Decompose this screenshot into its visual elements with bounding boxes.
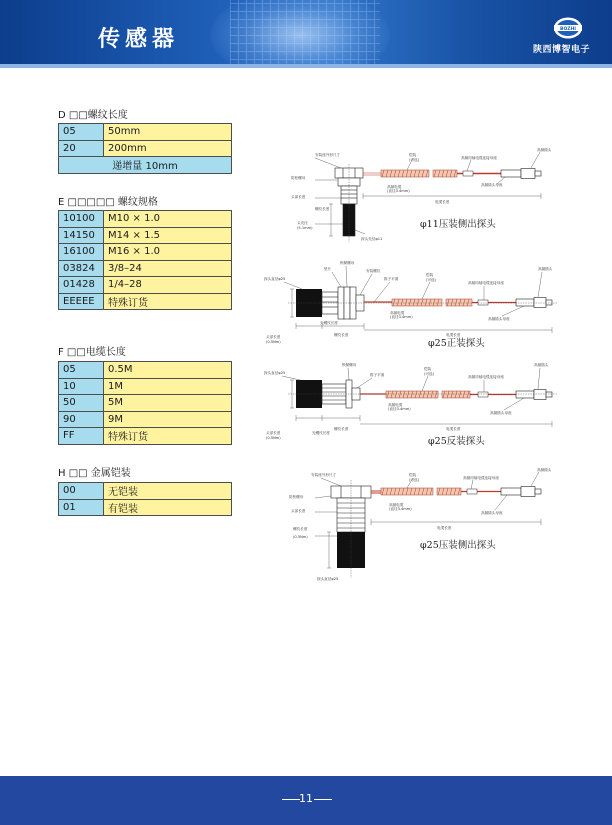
- value-cell: 有铠装: [104, 499, 232, 516]
- value-cell: 50mm: [104, 124, 232, 141]
- label-armor: 铠装: [426, 273, 434, 277]
- probe-diagram-phi11-side: [285, 146, 560, 248]
- caption-phi11-side: φ11压装侧出探头: [420, 219, 496, 230]
- label-flat: 推子平面: [370, 373, 385, 377]
- page-header: [0, 0, 612, 68]
- label-cable-length: 电缆长度: [446, 427, 461, 431]
- label-thread-length: 螺纹长度: [334, 427, 349, 431]
- value-cell: 特殊订货: [104, 428, 232, 445]
- label-cable-length: 电缆长度: [435, 200, 450, 204]
- label-cable-length: 电缆长度: [446, 333, 461, 337]
- thread-length-table: [58, 123, 232, 174]
- label-hf-plug: 高频插头: [534, 363, 549, 367]
- label-cable-diameter: (直径3.4mm): [390, 315, 413, 319]
- section-title-metal-armor: H □□ 金属铠装: [58, 468, 131, 479]
- caption-phi25-reverse: φ25反装探头: [428, 436, 485, 447]
- code-cell: 10: [59, 378, 104, 395]
- label-cable-diameter: (直径3.4mm): [388, 407, 411, 411]
- value-cell: 无铠装: [104, 483, 232, 500]
- table-row: [59, 293, 232, 310]
- label-mount-size: 安装座外形尺寸: [311, 473, 337, 477]
- label-hf-cable: 高频电缆: [390, 311, 405, 315]
- label-hf-plug: 高频插头: [537, 148, 552, 152]
- code-cell: 10100: [59, 211, 104, 228]
- label-probe-diameter: 探头直径φ25: [264, 277, 286, 281]
- table-row: [59, 395, 232, 412]
- probe-diagram-phi25-side: [285, 466, 560, 584]
- table-row: [59, 428, 232, 445]
- code-cell: 20: [59, 140, 104, 157]
- label-cable-diameter: (直径3.4mm): [387, 189, 410, 193]
- logo-text: BOZHI: [560, 27, 576, 32]
- code-cell: 05: [59, 124, 104, 141]
- value-cell: 5M: [104, 395, 232, 412]
- code-cell: 50: [59, 395, 104, 412]
- label-washer: 垫片: [324, 267, 332, 271]
- page-footer: [0, 776, 612, 825]
- label-probe-diameter: 探头直径φ25: [264, 371, 286, 375]
- code-cell: 01428: [59, 277, 104, 294]
- label-hf-cable: 高频电缆: [389, 503, 404, 507]
- value-cell: M10 × 1.0: [104, 211, 232, 228]
- table-row: [59, 483, 232, 500]
- label-torque: (0.5Nm): [266, 436, 281, 440]
- label-torque: (0.5Nm): [266, 340, 281, 344]
- value-cell: 特殊订货: [104, 293, 232, 310]
- code-cell: 14150: [59, 227, 104, 244]
- thread-spec-table: [58, 210, 232, 310]
- table-row: [59, 362, 232, 379]
- cable-length-table: [58, 361, 232, 445]
- company-logo-icon: [553, 16, 583, 40]
- label-head-length: 头部长度: [291, 195, 306, 199]
- code-cell: EEEEE: [59, 293, 104, 310]
- code-cell: 16100: [59, 244, 104, 261]
- section-title-cable-length: F □□电缆长度: [58, 347, 126, 358]
- label-plug-socket: 高频插头母座: [490, 411, 512, 415]
- table-row: [59, 411, 232, 428]
- label-head-length: 头部长度: [266, 335, 281, 339]
- code-cell: 05: [59, 362, 104, 379]
- code-cell: 03824: [59, 260, 104, 277]
- table-row: [59, 211, 232, 228]
- probe-diagram-phi25-front: [262, 256, 560, 352]
- table-row: [59, 260, 232, 277]
- value-cell: 0.5M: [104, 362, 232, 379]
- label-plain-thread: 光螺纹长度: [312, 431, 330, 435]
- label-shell-diameter: 探头壳径φ11: [361, 237, 383, 241]
- label-head-length: 头部长度: [266, 431, 281, 435]
- label-shell-size: (5.1mm): [297, 226, 313, 230]
- label-hf-cable: 高频电缆: [387, 185, 402, 189]
- code-cell: 00: [59, 483, 104, 500]
- label-lock-nut: 防松螺母: [291, 176, 306, 180]
- label-mount-thread: 安装螺纹: [366, 269, 381, 273]
- code-cell: 01: [59, 499, 104, 516]
- label-lock-nut: 锁紧螺母: [340, 261, 355, 265]
- label-probe-diameter: 探头直径φ25: [317, 577, 339, 581]
- page-number: 11: [299, 792, 313, 805]
- table-row: [59, 124, 232, 141]
- label-thread-length: 螺纹长度: [334, 333, 349, 337]
- label-thread-length: 螺纹长度: [315, 207, 330, 211]
- value-cell: 3/8–24: [104, 260, 232, 277]
- label-lock-nut: 防松螺母: [289, 495, 304, 499]
- table-row: [59, 157, 232, 174]
- label-head-length: 头部长度: [291, 509, 306, 513]
- table-row: [59, 244, 232, 261]
- label-armor: 铠装: [409, 473, 417, 477]
- label-optional: (可选): [426, 278, 436, 282]
- label-coax-socket: 高频同轴电缆连接母座: [468, 375, 504, 379]
- page-title: 传感器: [98, 27, 180, 52]
- label-coax-socket: 高频同轴电缆连接母座: [463, 476, 499, 480]
- code-cell: 90: [59, 411, 104, 428]
- label-flat: 推子平面: [384, 277, 399, 281]
- metal-armor-table: [58, 482, 232, 516]
- probe-diagram-phi25-reverse: [262, 358, 560, 450]
- label-plug-socket: 高频插头母座: [481, 183, 503, 187]
- label-optional: (可选): [409, 158, 419, 162]
- label-cable-diameter: (直径3.4mm): [389, 507, 412, 511]
- label-plain-thread: 光螺纹长度: [320, 321, 338, 325]
- label-lock-nut: 锁紧螺母: [342, 363, 357, 367]
- label-coax-socket: 高频同轴电缆连接母座: [461, 156, 497, 160]
- label-plug-socket: 高频插头母座: [481, 511, 503, 515]
- table-row: [59, 140, 232, 157]
- label-plug-socket: 高频插头母座: [488, 317, 510, 321]
- label-hf-plug: 高频插头: [537, 468, 552, 472]
- value-cell: 1/4–28: [104, 277, 232, 294]
- caption-phi25-side: φ25压装侧出探头: [420, 540, 496, 551]
- section-title-thread-length: D □□螺纹长度: [58, 110, 128, 121]
- section-title-thread-spec: E □□□□□ 螺纹规格: [58, 197, 158, 208]
- increment-note: 递增量 10mm: [59, 157, 232, 174]
- value-cell: 200mm: [104, 140, 232, 157]
- header-grid-pattern: [230, 0, 380, 68]
- label-thread-length: 螺纹长度: [293, 527, 308, 531]
- label-cable-length: 电缆长度: [437, 526, 452, 530]
- label-torque: (0.5Nm): [293, 535, 308, 539]
- table-row: [59, 378, 232, 395]
- value-cell: M14 × 1.5: [104, 227, 232, 244]
- label-armor: 铠装: [409, 153, 417, 157]
- label-hf-plug: 高频插头: [538, 267, 553, 271]
- table-row: [59, 227, 232, 244]
- label-optional: (可选): [409, 478, 419, 482]
- label-mount-size: 安装座外形尺寸: [315, 153, 341, 157]
- header-stripe: [0, 64, 612, 68]
- label-armor: 铠装: [424, 367, 432, 371]
- code-cell: FF: [59, 428, 104, 445]
- value-cell: 9M: [104, 411, 232, 428]
- label-hf-cable: 高频电缆: [388, 403, 403, 407]
- label-optional: (可选): [424, 372, 434, 376]
- label-coax-socket: 高频同轴电缆连接母座: [468, 281, 504, 285]
- footer-rule-right: [314, 799, 332, 800]
- value-cell: M16 × 1.0: [104, 244, 232, 261]
- value-cell: 1M: [104, 378, 232, 395]
- table-row: [59, 499, 232, 516]
- label-head-shell: 头壳径: [297, 221, 308, 225]
- table-row: [59, 277, 232, 294]
- company-name: 陕西博智电子: [533, 45, 591, 55]
- caption-phi25-front: φ25正装探头: [428, 338, 485, 349]
